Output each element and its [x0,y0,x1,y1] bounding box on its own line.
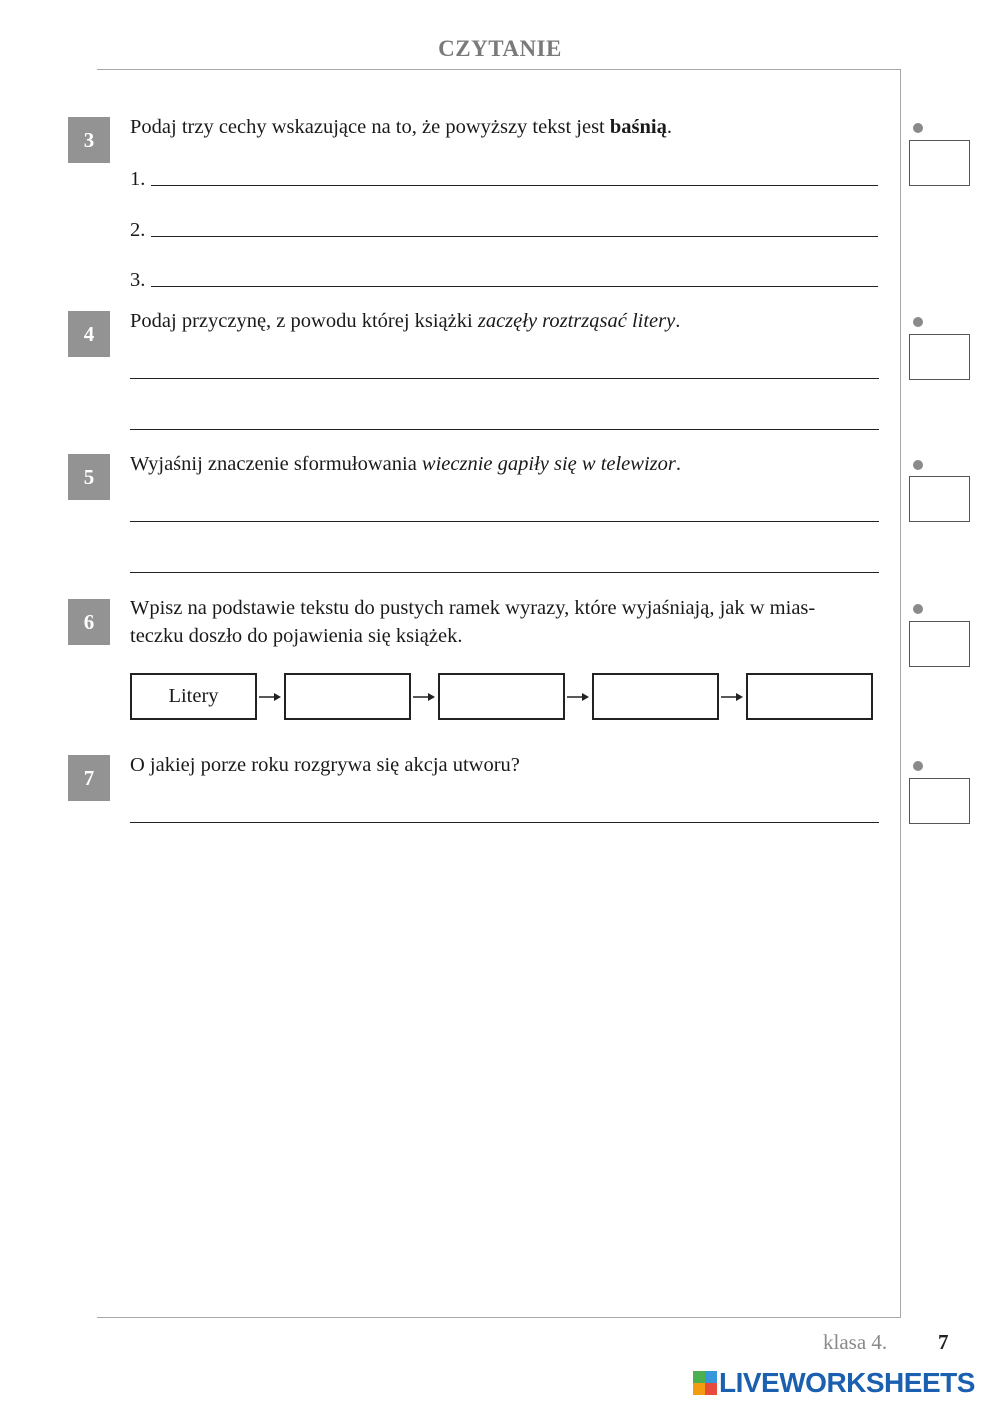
question-3-answer-line-3[interactable]: 3. [130,266,880,292]
flow-input-box-3[interactable] [592,673,719,720]
question-5-number: 5 [68,454,110,500]
flow-input-box-4[interactable] [746,673,873,720]
frame-right-border [900,69,901,1318]
question-3-number: 3 [68,117,110,163]
question-3-bold-word: baśnią [609,116,667,138]
question-5-answer-line-2[interactable] [130,572,879,573]
question-3-answer-line-1[interactable]: 1. [130,165,880,191]
flow-input-box-2[interactable] [438,673,565,720]
question-5-quote: wiecznie gapiły się w telewizor [421,453,676,475]
question-4-number: 4 [68,311,110,357]
question-5-score-box[interactable] [909,476,970,522]
question-7-score-dot [913,761,923,771]
question-7-answer-line-1[interactable] [130,822,879,823]
flow-arrow-2 [412,691,436,703]
question-3-text: Podaj trzy cechy wskazujące na to, że powyższy tekst jest baśnią. [130,116,672,138]
flow-arrow-1 [258,691,282,703]
question-7-text: O jakiej porze roku rozgrywa się akcja utworu? [130,754,520,776]
liveworksheets-logo-text: LIVEWORKSHEETS [719,1367,975,1398]
question-4-answer-line-2[interactable] [130,429,879,430]
question-5-score-dot [913,460,923,470]
footer-class-label: klasa 4. [823,1330,888,1354]
question-3-score-dot [913,123,923,133]
question-4-answer-line-1[interactable] [130,378,879,379]
question-4-text: Podaj przyczynę, z powodu której książki zaczęły roztrząsać litery. [130,310,681,332]
question-5-text: Wyjaśnij znaczenie sformułowania wiecznie gapiły się w telewizor. [130,453,681,475]
question-3-answer-line-2[interactable]: 2. [130,216,880,242]
question-7-score-box[interactable] [909,778,970,824]
liveworksheets-logo-icon [693,1371,717,1395]
question-6-text: Wpisz na podstawie tekstu do pustych ramek wyrazy, które wyjaśniają, jak w mias- teczku doszło do pojawienia się książek. [130,597,816,647]
page-header-title: CZYTANIE [438,36,562,61]
frame-top-border [97,69,901,70]
liveworksheets-logo[interactable] [693,1368,975,1398]
question-6-score-dot [913,604,923,614]
frame-bottom-border [97,1317,901,1318]
question-4-score-dot [913,317,923,327]
question-3-score-box[interactable] [909,140,970,186]
question-6-number: 6 [68,599,110,645]
question-4-score-box[interactable] [909,334,970,380]
question-6-score-box[interactable] [909,621,970,667]
flow-arrow-4 [720,691,744,703]
question-5-answer-line-1[interactable] [130,521,879,522]
flow-input-box-1[interactable] [284,673,411,720]
flow-box-litery: Litery [130,673,257,720]
footer-page-number: 7 [938,1330,949,1354]
question-4-quote: zaczęły roztrząsać litery [477,310,676,332]
flow-arrow-3 [566,691,590,703]
question-7-number: 7 [68,755,110,801]
